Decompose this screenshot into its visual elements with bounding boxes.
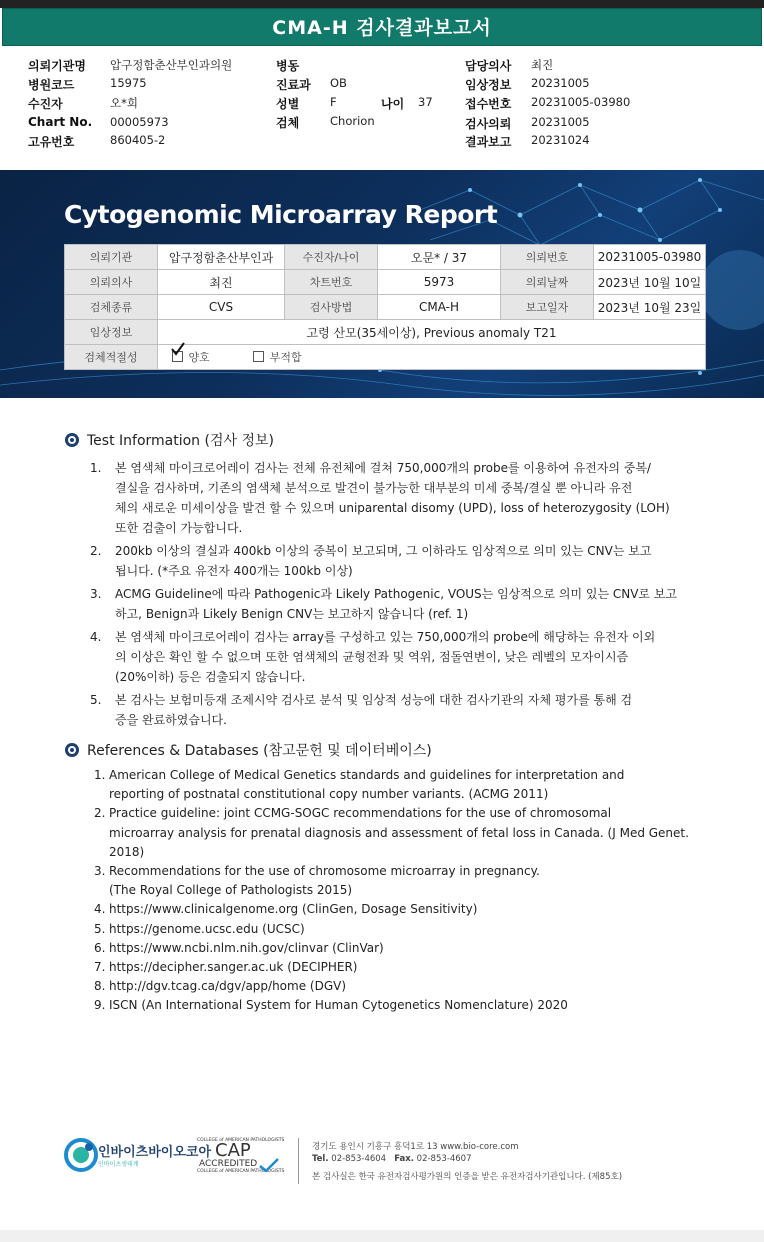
list-item	[94, 804, 724, 862]
item-number: 8.	[94, 979, 106, 994]
info-value: OB	[330, 76, 347, 90]
suitability-bad-label: 부적합	[269, 351, 302, 364]
info-value: 37	[418, 95, 433, 109]
item-line: 결실을 검사하며, 기존의 염색체 분석으로 발견이 불가능한 대부분의 미세 중복/결실 뿐 아니라 유전	[115, 481, 633, 495]
item-line: 200kb 이상의 결실과 400kb 이상의 중복이 보고되며, 그 이하라도 임상적으로 의미 있는 CNV는 보고	[115, 544, 652, 558]
info-value: 20231024	[531, 133, 590, 147]
footer	[0, 1132, 764, 1192]
item-line: https://decipher.sanger.ac.uk (DECIPHER)	[109, 960, 358, 975]
item-line: microarray analysis for prenatal diagnosis and assessment of fetal loss in Canada. (J Med Genet. 2018)	[109, 825, 689, 859]
cell-value: 2023년 10월 23일	[594, 295, 706, 320]
list-item	[94, 958, 724, 977]
item-line: 하고, Benign과 Likely Benign CNV는 보고하지 않습니다 (ref. 1)	[115, 607, 469, 621]
info-value: 20231005-03980	[531, 95, 631, 109]
info-label: 검사의뢰	[465, 117, 512, 131]
info-label: 의뢰기관명	[28, 59, 86, 73]
cell-header: 검체종류	[65, 295, 158, 320]
footer-divider	[298, 1138, 299, 1184]
item-line: https://www.clinicalgenome.org (ClinGen, Dosage Sensitivity)	[109, 902, 478, 917]
cell-value: 오문* / 37	[378, 245, 501, 270]
list-item	[94, 766, 724, 804]
list-item	[94, 862, 724, 900]
clinical-info-value: 고령 산모(35세이상), Previous anomaly T21	[158, 320, 706, 345]
company-subname: 인바이츠생태계	[98, 1161, 139, 1168]
footer-address: 경기도 용인시 기흥구 흥덕1로 13 www.bio-core.com	[312, 1142, 519, 1152]
item-line: Practice guideline: joint CCMG-SOGC recommendations for the use of chromosomal	[109, 806, 612, 821]
cap-accreditation-logo	[197, 1138, 285, 1184]
checkmark-icon	[259, 1158, 279, 1172]
list-item	[94, 900, 724, 919]
cell-value: 2023년 10월 10일	[594, 270, 706, 295]
list-item	[94, 939, 724, 958]
footer-note: 본 검사실은 한국 유전자검사평가원의 인증을 받은 유전자검사기관입니다. (제85호)	[312, 1172, 623, 1182]
cap-accredited: ACCREDITED	[199, 1159, 258, 1169]
info-label: 병원코드	[28, 78, 75, 92]
references-title: References & Databases (참고문헌 및 데이터베이스)	[87, 743, 432, 759]
test-info-heading	[65, 430, 274, 450]
item-line: reporting of postnatal constitutional copy number variants. (ACMG 2011)	[109, 787, 549, 802]
item-number: 2.	[90, 544, 102, 558]
item-number: 3.	[90, 587, 102, 601]
item-number: 3.	[94, 864, 106, 879]
cell-value: 압구정함춘산부인과	[158, 245, 285, 270]
suitability-cell	[158, 345, 706, 370]
table-row	[65, 345, 706, 370]
item-line: 또한 검출이 가능합니다.	[115, 521, 243, 535]
item-number: 4.	[94, 902, 106, 917]
report-banner	[0, 170, 764, 398]
item-line: Recommendations for the use of chromosome microarray in pregnancy.	[109, 864, 540, 879]
info-label: 수진자	[28, 97, 63, 111]
test-info-title: Test Information (검사 정보)	[87, 433, 274, 449]
tel-number: 02-853-4604	[331, 1154, 387, 1164]
cell-header: 차트번호	[285, 270, 378, 295]
item-line: http://dgv.tcag.ca/dgv/app/home (DGV)	[109, 979, 347, 994]
suitability-good	[172, 349, 210, 365]
cap-bottom-text: COLLEGE of AMERICAN PATHOLOGISTS	[197, 1169, 285, 1174]
report-title: CMA-H 검사결과보고서	[272, 17, 492, 39]
info-value: 최진	[531, 58, 554, 72]
report-summary-table	[64, 244, 706, 370]
item-line: 증을 완료하였습니다.	[115, 713, 227, 727]
item-number: 2.	[94, 806, 106, 821]
tel-label: Tel.	[312, 1154, 329, 1164]
item-number: 7.	[94, 960, 106, 975]
cell-value: CMA-H	[378, 295, 501, 320]
item-line: 됩니다. (*주요 유전자 400개는 100kb 이상)	[115, 564, 353, 578]
item-number: 1.	[90, 461, 102, 475]
info-label: 진료과	[276, 78, 311, 92]
table-row	[65, 245, 706, 270]
cell-header: 임상정보	[65, 320, 158, 345]
fax-number: 02-853-4607	[416, 1154, 472, 1164]
cell-header: 의뢰날짜	[501, 270, 594, 295]
suitability-good-label: 양호	[188, 351, 210, 364]
checkbox-unchecked	[253, 351, 264, 362]
table-row	[65, 295, 706, 320]
list-item	[94, 996, 724, 1015]
info-label: 결과보고	[465, 135, 512, 149]
info-label: 성별	[276, 97, 300, 111]
info-label: 접수번호	[465, 97, 512, 111]
section-bullet-icon	[65, 743, 79, 757]
test-info-list	[85, 458, 709, 733]
list-item	[85, 584, 709, 624]
title-bar	[2, 8, 762, 46]
item-number: 1.	[94, 768, 106, 782]
info-value: 20231005	[531, 115, 590, 129]
info-value: 15975	[110, 76, 147, 90]
info-label: 임상정보	[465, 78, 512, 92]
list-item	[94, 920, 724, 939]
cell-header: 검사방법	[285, 295, 378, 320]
item-line: (20%이하) 등은 검출되지 않습니다.	[115, 670, 306, 684]
item-number: 4.	[90, 630, 102, 644]
fax-label: Fax.	[394, 1154, 414, 1164]
item-line: 체의 새로운 미세이상을 발견 할 수 있으며 uniparental disomy (UPD), loss of heterozygosity (LOH)	[115, 501, 670, 515]
item-line: 의 이상은 확인 할 수 없으며 또한 염색체의 균형전좌 및 역위, 점돌연변이, 낮은 레벨의 모자이시즘	[115, 650, 629, 664]
info-label: 검체	[276, 116, 300, 130]
item-line: American College of Medical Genetics standards and guidelines for interpretation and	[109, 768, 625, 782]
cell-value: CVS	[158, 295, 285, 320]
suitability-bad	[253, 349, 301, 365]
item-number: 5.	[94, 921, 106, 936]
cap-mark: CAP	[215, 1140, 251, 1161]
references-list	[94, 766, 724, 1016]
item-number: 5.	[90, 693, 102, 707]
item-line: ACMG Guideline에 따라 Pathogenic과 Likely Pathogenic, VOUS는 임상적으로 의미 있는 CNV로 보고	[115, 587, 678, 601]
info-value: 오*희	[110, 96, 138, 110]
cell-header: 의뢰번호	[501, 245, 594, 270]
item-line: https://www.ncbi.nlm.nih.gov/clinvar (ClinVar)	[109, 940, 384, 955]
section-bullet-icon	[65, 433, 79, 447]
info-label: 나이	[381, 97, 405, 111]
info-value: 압구정함춘산부인과의원	[110, 58, 233, 72]
item-line: 본 염색체 마이크로어레이 검사는 array를 구성하고 있는 750,000개의 probe에 해당하는 유전자 이외	[115, 630, 656, 644]
item-number: 9.	[94, 998, 106, 1013]
item-line: 본 염색체 마이크로어레이 검사는 전체 유전체에 걸쳐 750,000개의 probe를 이용하여 유전자의 중복/	[115, 461, 651, 475]
top-edge	[0, 0, 764, 8]
info-value: Chorion	[330, 114, 375, 128]
table-row	[65, 270, 706, 295]
list-item	[85, 690, 709, 730]
company-name: 인바이츠바이오코아	[98, 1145, 212, 1160]
cell-value: 5973	[378, 270, 501, 295]
cap-top-text: COLLEGE of AMERICAN PATHOLOGISTS	[197, 1138, 285, 1143]
item-line: https://genome.ucsc.edu (UCSC)	[109, 921, 305, 936]
footer-contact	[312, 1154, 471, 1164]
table-row	[65, 320, 706, 345]
item-number: 6.	[94, 940, 106, 955]
cell-header: 의뢰의사	[65, 270, 158, 295]
item-line: (The Royal College of Pathologists 2015)	[109, 883, 353, 898]
info-value: 00005973	[110, 115, 169, 129]
cell-value: 20231005-03980	[594, 245, 706, 270]
cell-header: 보고일자	[501, 295, 594, 320]
check-icon	[171, 342, 185, 356]
references-heading	[65, 740, 432, 760]
info-label: 병동	[276, 59, 300, 73]
info-value: F	[330, 95, 337, 109]
company-logo-icon	[64, 1138, 98, 1172]
cell-header: 검체적절성	[65, 345, 158, 370]
info-value: 20231005	[531, 76, 590, 90]
cell-header: 수진자/나이	[285, 245, 378, 270]
info-label: Chart No.	[28, 115, 93, 129]
item-line: ISCN (An International System for Human Cytogenetics Nomenclature) 2020	[109, 998, 568, 1013]
cell-header: 의뢰기관	[65, 245, 158, 270]
list-item	[85, 627, 709, 687]
list-item	[85, 541, 709, 581]
report-heading: Cytogenomic Microarray Report	[64, 200, 498, 229]
patient-info	[0, 55, 764, 165]
info-label: 고유번호	[28, 135, 75, 149]
cell-value: 최진	[158, 270, 285, 295]
info-label: 담당의사	[465, 59, 512, 73]
item-line: 본 검사는 보험미등재 조제시약 검사로 분석 및 임상적 성능에 대한 검사기관의 자체 평가를 통해 검	[115, 693, 633, 707]
list-item	[85, 458, 709, 538]
list-item	[94, 977, 724, 996]
info-value: 860405-2	[110, 133, 166, 147]
